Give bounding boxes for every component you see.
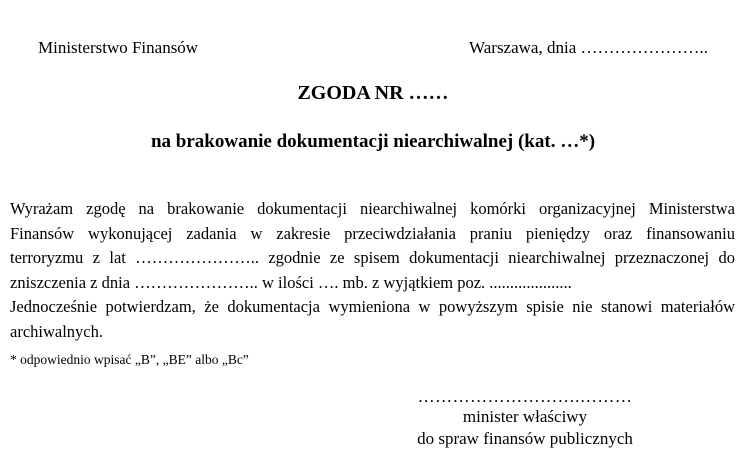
body-line: archiwalnych.: [10, 321, 103, 341]
place-date-line: Warszawa, dnia …………………..: [469, 38, 708, 57]
body-line: Jednocześnie potwierdzam, że dokumentacja wymieniona w powyższym spisie nie stanowi materiałów: [10, 297, 735, 316]
signature-line-dots: ……………………….………: [417, 387, 633, 406]
document-title: ZGODA NR ……: [297, 82, 449, 104]
issuer-name: Ministerstwo Finansów: [38, 38, 199, 57]
document-subtitle: na brakowanie dokumentacji niearchiwalnej (kat. …*): [150, 131, 596, 152]
body-line: zniszczenia z dnia ………………….. w ilości …. mb. z wyjątkiem poz. ....................: [10, 272, 572, 292]
document-header: [0, 0, 746, 58]
signature-block: [402, 388, 648, 450]
body-line: Finansów wykonującej zadania w zakresie przeciwdziałania praniu pieniędzy oraz finansowaniu: [10, 223, 735, 243]
footnote: * odpowiednio wpisać „B”, „BE” albo „Bc”: [10, 352, 249, 367]
document-body: [10, 197, 735, 344]
body-line: Wyrażam zgodę na brakowanie dokumentacji niearchiwalnej komórki organizacyjnej Ministerstwa: [10, 199, 735, 218]
signature-role-line2: do spraw finansów publicznych: [417, 429, 633, 448]
body-line: terroryzmu z lat ………………….. zgodnie ze spisem dokumentacji niearchiwalnej przeznaczonej do: [10, 248, 735, 267]
signature-role-line1: minister właściwy: [462, 407, 588, 426]
